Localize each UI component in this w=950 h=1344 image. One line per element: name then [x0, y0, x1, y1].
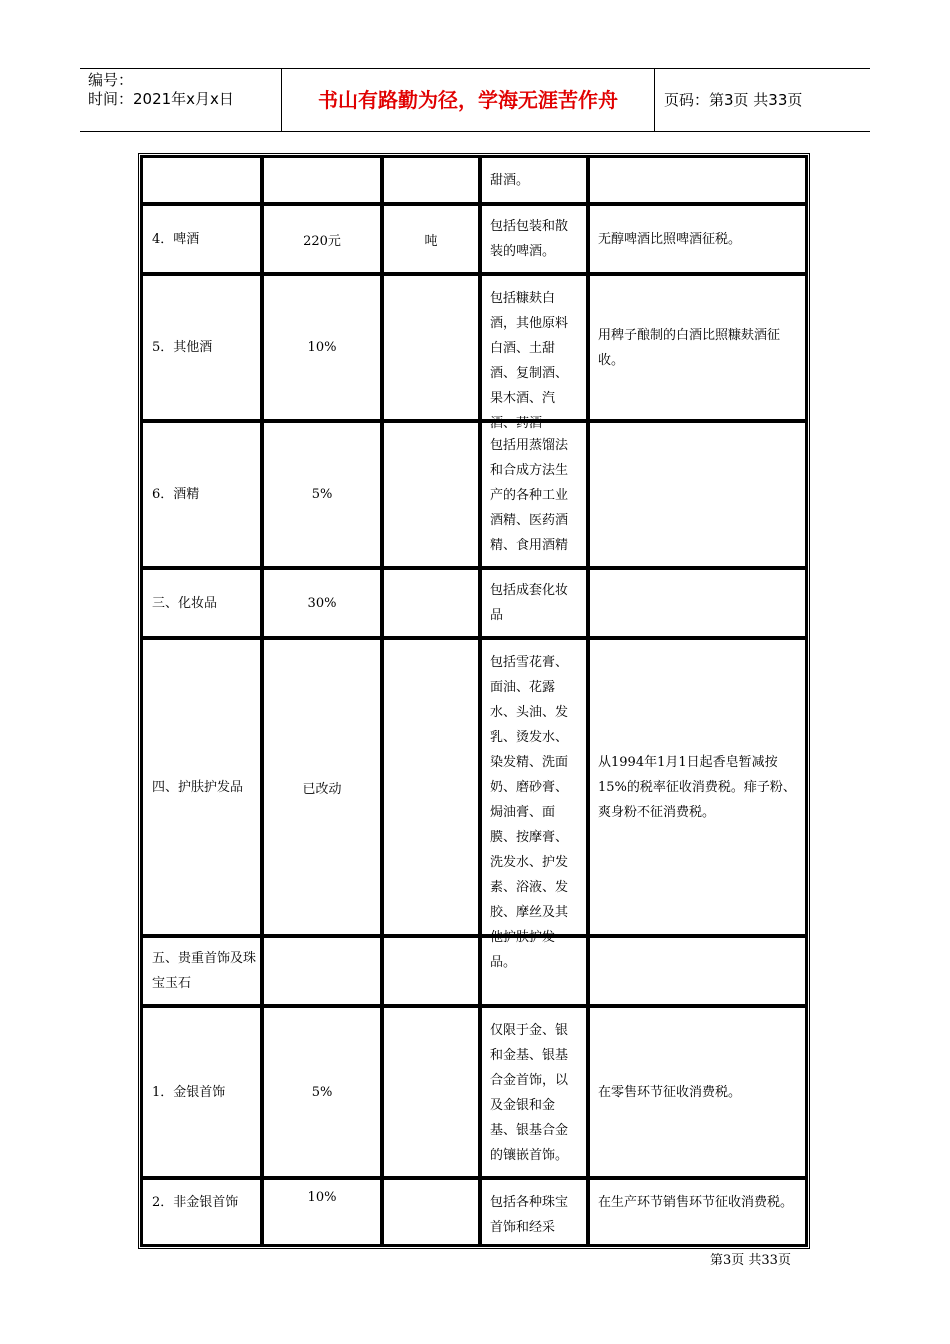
- table-cell-unit: [382, 568, 480, 638]
- table-cell-item: [141, 156, 262, 204]
- table-cell-scope: [480, 936, 588, 1006]
- table-cell-scope: 包括包装和散装的啤酒。: [480, 204, 588, 274]
- table-cell-scope: 仅限于金、银和金基、银基合金首饰，以及金银和金基、银基合金的镶嵌首饰。: [480, 1006, 588, 1178]
- table-cell-note: [588, 936, 807, 1006]
- page-header: [80, 68, 870, 132]
- table-cell-rate: 5%: [262, 1006, 382, 1178]
- table-cell-unit: [382, 936, 480, 1006]
- table-cell-unit: [382, 421, 480, 568]
- table-cell-unit: [382, 156, 480, 204]
- table-cell-rate: 220元: [262, 204, 382, 274]
- table-cell-item: 五、贵重首饰及珠宝玉石: [141, 936, 262, 1006]
- table-cell-scope: 包括各种珠宝首饰和经采: [480, 1178, 588, 1246]
- table-cell-scope: 包括成套化妆品: [480, 568, 588, 638]
- table-cell-rate: [262, 936, 382, 1006]
- table-cell-unit: [382, 1178, 480, 1246]
- doc-time-label: 时间：2021年x月x日: [88, 90, 234, 108]
- table-cell-item: 4．啤酒: [141, 204, 262, 274]
- table-cell-item: 三、化妆品: [141, 568, 262, 638]
- table-cell-note: 用稗子酿制的白酒比照糠麸酒征收。: [588, 274, 807, 421]
- table-cell-item: 5．其他酒: [141, 274, 262, 421]
- table-cell-unit: [382, 638, 480, 936]
- table-cell-note: 在生产环节销售环节征收消费税。: [588, 1178, 807, 1246]
- table-cell-rate: 已改动: [262, 638, 382, 936]
- table-cell-note: [588, 568, 807, 638]
- table-cell-rate: 30%: [262, 568, 382, 638]
- table-cell-item: 1．金银首饰: [141, 1006, 262, 1178]
- table-cell-unit: [382, 274, 480, 421]
- table-cell-item: 四、护肤护发品: [141, 638, 262, 936]
- header-meta: [88, 71, 234, 109]
- table-cell-note: 从1994年1月1日起香皂暂减按15%的税率征收消费税。痱子粉、爽身粉不征消费税。: [588, 638, 807, 936]
- table-cell-note: 在零售环节征收消费税。: [588, 1006, 807, 1178]
- page-number-label: 页码：第3页 共33页: [664, 91, 803, 109]
- header-divider: [654, 69, 655, 131]
- table-cell-unit: 吨: [382, 204, 480, 274]
- table-cell-scope: 包括用蒸馏法和合成方法生产的各种工业酒精、医药酒精、食用酒精: [480, 421, 588, 568]
- table-cell-rate: 10%: [262, 274, 382, 421]
- table-cell-scope: 包括雪花膏、面油、花露水、头油、发乳、烫发水、染发精、洗面奶、磨砂膏、焗油膏、面膜、按摩膏、洗发水、护发素、浴液、发胶、摩丝及其他护肤护发品。: [480, 638, 588, 936]
- doc-id-label: 编号：: [88, 71, 134, 89]
- header-motto: 书山有路勤为径，学海无涯苦作舟: [318, 88, 618, 112]
- table-cell-scope: 包括糠麸白酒，其他原料白酒、土甜酒、复制酒、果木酒、汽酒、药酒: [480, 274, 588, 421]
- table-cell-rate: 10%: [262, 1178, 382, 1246]
- table-cell-note: [588, 156, 807, 204]
- table-cell-scope: 甜酒。: [480, 156, 588, 204]
- table-cell-item: 6．酒精: [141, 421, 262, 568]
- table-cell-note: 无醇啤酒比照啤酒征税。: [588, 204, 807, 274]
- table-cell-unit: [382, 1006, 480, 1178]
- table-cell-rate: 5%: [262, 421, 382, 568]
- table-cell-note: [588, 421, 807, 568]
- tax-table: [138, 153, 810, 1249]
- table-cell-item: 2．非金银首饰: [141, 1178, 262, 1246]
- table-cell-rate: [262, 156, 382, 204]
- page-footer: 第3页 共33页: [710, 1253, 791, 1268]
